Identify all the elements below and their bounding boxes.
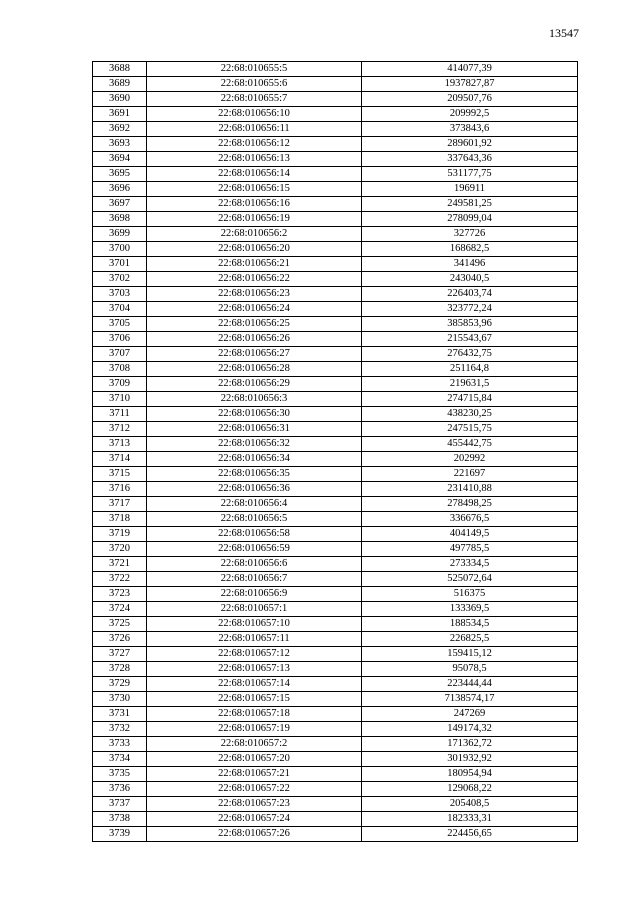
table-row	[93, 392, 578, 407]
row-index-cell: 3724	[93, 602, 147, 617]
row-index-cell: 3696	[93, 182, 147, 197]
table-row	[93, 77, 578, 92]
cadastral-number-cell: 22:68:010656:3	[147, 392, 362, 407]
cadastral-value-cell: 224456,65	[362, 827, 578, 842]
table-row	[93, 797, 578, 812]
row-index-cell: 3712	[93, 422, 147, 437]
cadastral-number-cell: 22:68:010656:16	[147, 197, 362, 212]
cadastral-number-cell: 22:68:010655:6	[147, 77, 362, 92]
table-row	[93, 662, 578, 677]
cadastral-value-cell: 276432,75	[362, 347, 578, 362]
table-row	[93, 182, 578, 197]
row-index-cell: 3698	[93, 212, 147, 227]
table-row	[93, 482, 578, 497]
cadastral-value-cell: 196911	[362, 182, 578, 197]
cadastral-number-cell: 22:68:010657:21	[147, 767, 362, 782]
table-row	[93, 827, 578, 842]
cadastral-value-cell: 516375	[362, 587, 578, 602]
row-index-cell: 3738	[93, 812, 147, 827]
cadastral-value-cell: 247269	[362, 707, 578, 722]
cadastral-value-cell: 223444,44	[362, 677, 578, 692]
row-index-cell: 3688	[93, 62, 147, 77]
row-index-cell: 3695	[93, 167, 147, 182]
row-index-cell: 3713	[93, 437, 147, 452]
table-row	[93, 257, 578, 272]
table-row	[93, 167, 578, 182]
cadastral-value-cell: 7138574,17	[362, 692, 578, 707]
cadastral-value-cell: 274715,84	[362, 392, 578, 407]
cadastral-value-cell: 373843,6	[362, 122, 578, 137]
cadastral-value-cell: 247515,75	[362, 422, 578, 437]
table-row	[93, 377, 578, 392]
table-row	[93, 452, 578, 467]
cadastral-number-cell: 22:68:010656:34	[147, 452, 362, 467]
cadastral-number-cell: 22:68:010657:14	[147, 677, 362, 692]
table-row	[93, 467, 578, 482]
table-row	[93, 317, 578, 332]
table-row	[93, 272, 578, 287]
row-index-cell: 3737	[93, 797, 147, 812]
table-body	[93, 62, 578, 842]
row-index-cell: 3732	[93, 722, 147, 737]
cadastral-value-cell: 336676,5	[362, 512, 578, 527]
cadastral-value-cell: 327726	[362, 227, 578, 242]
table-row	[93, 752, 578, 767]
cadastral-value-cell: 301932,92	[362, 752, 578, 767]
table-row	[93, 347, 578, 362]
table-row	[93, 92, 578, 107]
cadastral-value-cell: 95078,5	[362, 662, 578, 677]
row-index-cell: 3694	[93, 152, 147, 167]
cadastral-number-cell: 22:68:010656:20	[147, 242, 362, 257]
cadastral-value-cell: 278498,25	[362, 497, 578, 512]
cadastral-number-cell: 22:68:010656:4	[147, 497, 362, 512]
cadastral-number-cell: 22:68:010656:9	[147, 587, 362, 602]
cadastral-number-cell: 22:68:010656:2	[147, 227, 362, 242]
cadastral-number-cell: 22:68:010656:25	[147, 317, 362, 332]
table-row	[93, 152, 578, 167]
table-row	[93, 137, 578, 152]
table-row	[93, 497, 578, 512]
row-index-cell: 3739	[93, 827, 147, 842]
cadastral-number-cell: 22:68:010657:26	[147, 827, 362, 842]
row-index-cell: 3728	[93, 662, 147, 677]
cadastral-number-cell: 22:68:010656:19	[147, 212, 362, 227]
page-number: 13547	[549, 26, 579, 40]
row-index-cell: 3693	[93, 137, 147, 152]
row-index-cell: 3707	[93, 347, 147, 362]
cadastral-number-cell: 22:68:010656:21	[147, 257, 362, 272]
cadastral-number-cell: 22:68:010656:23	[147, 287, 362, 302]
cadastral-number-cell: 22:68:010657:22	[147, 782, 362, 797]
cadastral-value-table	[92, 61, 578, 842]
cadastral-value-cell: 226825,5	[362, 632, 578, 647]
cadastral-number-cell: 22:68:010656:26	[147, 332, 362, 347]
row-index-cell: 3717	[93, 497, 147, 512]
cadastral-number-cell: 22:68:010656:11	[147, 122, 362, 137]
cadastral-value-cell: 129068,22	[362, 782, 578, 797]
row-index-cell: 3699	[93, 227, 147, 242]
row-index-cell: 3708	[93, 362, 147, 377]
row-index-cell: 3727	[93, 647, 147, 662]
row-index-cell: 3690	[93, 92, 147, 107]
table-row	[93, 62, 578, 77]
cadastral-value-cell: 455442,75	[362, 437, 578, 452]
row-index-cell: 3692	[93, 122, 147, 137]
cadastral-value-cell: 168682,5	[362, 242, 578, 257]
cadastral-value-cell: 278099,04	[362, 212, 578, 227]
table-row	[93, 572, 578, 587]
table-row	[93, 302, 578, 317]
cadastral-value-cell: 404149,5	[362, 527, 578, 542]
row-index-cell: 3735	[93, 767, 147, 782]
cadastral-number-cell: 22:68:010656:29	[147, 377, 362, 392]
row-index-cell: 3709	[93, 377, 147, 392]
cadastral-value-cell: 251164,8	[362, 362, 578, 377]
cadastral-number-cell: 22:68:010657:11	[147, 632, 362, 647]
cadastral-value-cell: 438230,25	[362, 407, 578, 422]
cadastral-number-cell: 22:68:010656:59	[147, 542, 362, 557]
row-index-cell: 3734	[93, 752, 147, 767]
row-index-cell: 3701	[93, 257, 147, 272]
row-index-cell: 3702	[93, 272, 147, 287]
table-row	[93, 692, 578, 707]
cadastral-number-cell: 22:68:010657:19	[147, 722, 362, 737]
table-row	[93, 737, 578, 752]
cadastral-number-cell: 22:68:010657:20	[147, 752, 362, 767]
cadastral-number-cell: 22:68:010656:12	[147, 137, 362, 152]
cadastral-number-cell: 22:68:010657:10	[147, 617, 362, 632]
cadastral-value-cell: 215543,67	[362, 332, 578, 347]
cadastral-number-cell: 22:68:010656:24	[147, 302, 362, 317]
cadastral-value-cell: 182333,31	[362, 812, 578, 827]
cadastral-value-cell: 385853,96	[362, 317, 578, 332]
row-index-cell: 3700	[93, 242, 147, 257]
row-index-cell: 3691	[93, 107, 147, 122]
row-index-cell: 3697	[93, 197, 147, 212]
cadastral-value-cell: 497785,5	[362, 542, 578, 557]
table-row	[93, 332, 578, 347]
cadastral-number-cell: 22:68:010656:35	[147, 467, 362, 482]
cadastral-number-cell: 22:68:010656:28	[147, 362, 362, 377]
table-row	[93, 287, 578, 302]
table-row	[93, 227, 578, 242]
cadastral-value-cell: 171362,72	[362, 737, 578, 752]
row-index-cell: 3710	[93, 392, 147, 407]
table-row	[93, 677, 578, 692]
row-index-cell: 3720	[93, 542, 147, 557]
cadastral-number-cell: 22:68:010657:23	[147, 797, 362, 812]
table-row	[93, 512, 578, 527]
cadastral-value-cell: 180954,94	[362, 767, 578, 782]
cadastral-value-cell: 1937827,87	[362, 77, 578, 92]
row-index-cell: 3714	[93, 452, 147, 467]
table-row	[93, 362, 578, 377]
row-index-cell: 3729	[93, 677, 147, 692]
cadastral-number-cell: 22:68:010656:15	[147, 182, 362, 197]
cadastral-value-cell: 226403,74	[362, 287, 578, 302]
row-index-cell: 3719	[93, 527, 147, 542]
table-row	[93, 407, 578, 422]
table-row	[93, 527, 578, 542]
table-row	[93, 197, 578, 212]
cadastral-number-cell: 22:68:010656:14	[147, 167, 362, 182]
cadastral-value-cell: 209992,5	[362, 107, 578, 122]
cadastral-value-cell: 337643,36	[362, 152, 578, 167]
cadastral-value-cell: 414077,39	[362, 62, 578, 77]
cadastral-value-cell: 249581,25	[362, 197, 578, 212]
cadastral-number-cell: 22:68:010657:15	[147, 692, 362, 707]
table-row	[93, 212, 578, 227]
cadastral-value-cell: 323772,24	[362, 302, 578, 317]
cadastral-value-cell: 525072,64	[362, 572, 578, 587]
row-index-cell: 3706	[93, 332, 147, 347]
cadastral-number-cell: 22:68:010656:30	[147, 407, 362, 422]
cadastral-number-cell: 22:68:010657:2	[147, 737, 362, 752]
cadastral-number-cell: 22:68:010656:32	[147, 437, 362, 452]
cadastral-value-cell: 341496	[362, 257, 578, 272]
row-index-cell: 3716	[93, 482, 147, 497]
row-index-cell: 3725	[93, 617, 147, 632]
cadastral-value-cell: 188534,5	[362, 617, 578, 632]
cadastral-number-cell: 22:68:010656:6	[147, 557, 362, 572]
cadastral-number-cell: 22:68:010657:13	[147, 662, 362, 677]
table-row	[93, 107, 578, 122]
cadastral-number-cell: 22:68:010656:10	[147, 107, 362, 122]
cadastral-number-cell: 22:68:010655:5	[147, 62, 362, 77]
cadastral-number-cell: 22:68:010657:24	[147, 812, 362, 827]
cadastral-value-cell: 231410,88	[362, 482, 578, 497]
row-index-cell: 3703	[93, 287, 147, 302]
table-row	[93, 437, 578, 452]
cadastral-value-cell: 149174,32	[362, 722, 578, 737]
table-row	[93, 632, 578, 647]
cadastral-number-cell: 22:68:010657:1	[147, 602, 362, 617]
cadastral-value-cell: 219631,5	[362, 377, 578, 392]
cadastral-value-cell: 273334,5	[362, 557, 578, 572]
cadastral-number-cell: 22:68:010655:7	[147, 92, 362, 107]
table-row	[93, 782, 578, 797]
table-row	[93, 707, 578, 722]
row-index-cell: 3726	[93, 632, 147, 647]
cadastral-number-cell: 22:68:010656:5	[147, 512, 362, 527]
table-row	[93, 617, 578, 632]
cadastral-number-cell: 22:68:010656:22	[147, 272, 362, 287]
table-row	[93, 812, 578, 827]
cadastral-value-cell: 243040,5	[362, 272, 578, 287]
table-row	[93, 602, 578, 617]
cadastral-value-cell: 202992	[362, 452, 578, 467]
table-row	[93, 542, 578, 557]
row-index-cell: 3705	[93, 317, 147, 332]
cadastral-number-cell: 22:68:010656:13	[147, 152, 362, 167]
row-index-cell: 3704	[93, 302, 147, 317]
cadastral-value-cell: 209507,76	[362, 92, 578, 107]
cadastral-value-cell: 133369,5	[362, 602, 578, 617]
row-index-cell: 3689	[93, 77, 147, 92]
table-row	[93, 242, 578, 257]
row-index-cell: 3721	[93, 557, 147, 572]
cadastral-number-cell: 22:68:010657:18	[147, 707, 362, 722]
table-row	[93, 767, 578, 782]
row-index-cell: 3733	[93, 737, 147, 752]
row-index-cell: 3722	[93, 572, 147, 587]
cadastral-number-cell: 22:68:010656:31	[147, 422, 362, 437]
table-row	[93, 122, 578, 137]
row-index-cell: 3731	[93, 707, 147, 722]
row-index-cell: 3718	[93, 512, 147, 527]
cadastral-value-cell: 159415,12	[362, 647, 578, 662]
row-index-cell: 3711	[93, 407, 147, 422]
cadastral-number-cell: 22:68:010656:7	[147, 572, 362, 587]
table-row	[93, 722, 578, 737]
table-row	[93, 422, 578, 437]
cadastral-value-cell: 289601,92	[362, 137, 578, 152]
cadastral-value-cell: 205408,5	[362, 797, 578, 812]
row-index-cell: 3723	[93, 587, 147, 602]
cadastral-number-cell: 22:68:010656:27	[147, 347, 362, 362]
row-index-cell: 3715	[93, 467, 147, 482]
table-row	[93, 557, 578, 572]
cadastral-number-cell: 22:68:010657:12	[147, 647, 362, 662]
table-row	[93, 587, 578, 602]
cadastral-number-cell: 22:68:010656:36	[147, 482, 362, 497]
cadastral-value-cell: 221697	[362, 467, 578, 482]
cadastral-number-cell: 22:68:010656:58	[147, 527, 362, 542]
row-index-cell: 3730	[93, 692, 147, 707]
row-index-cell: 3736	[93, 782, 147, 797]
cadastral-value-cell: 531177,75	[362, 167, 578, 182]
table-row	[93, 647, 578, 662]
